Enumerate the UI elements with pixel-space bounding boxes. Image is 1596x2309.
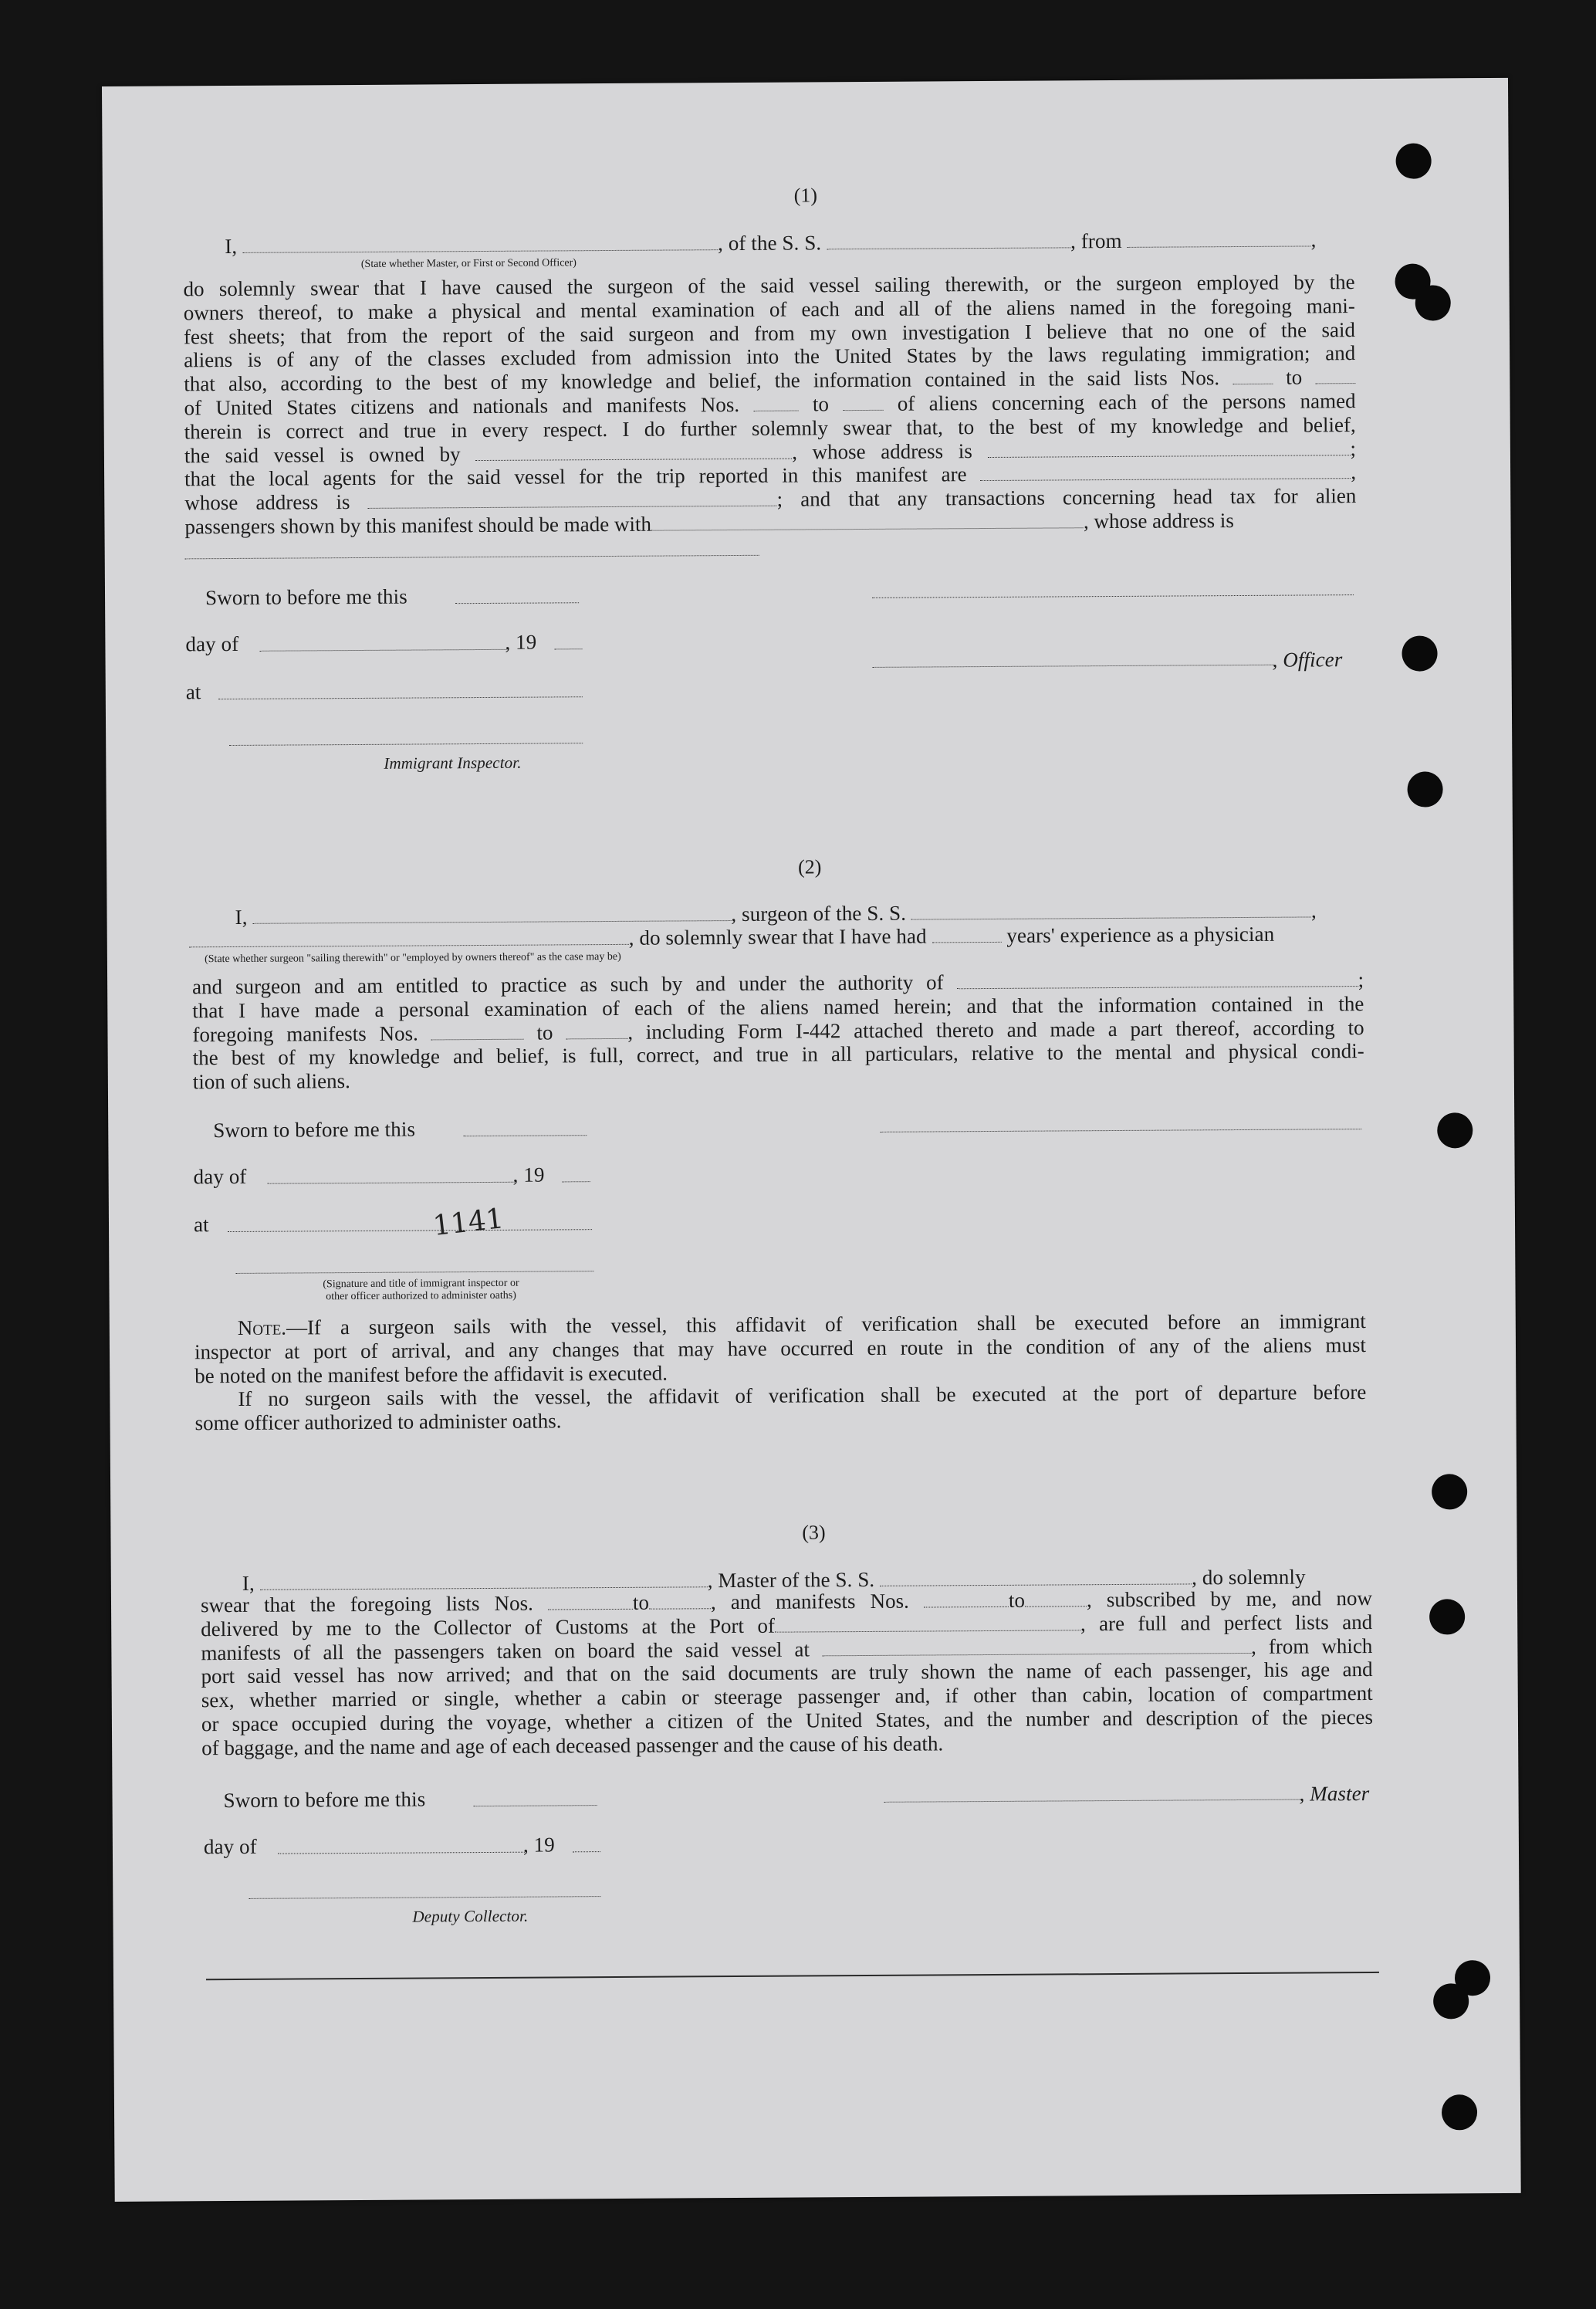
s1-at-label: at xyxy=(185,680,201,704)
s3-solemnly-label: , do solemnly xyxy=(1191,1565,1306,1590)
punch-hole xyxy=(1407,771,1442,807)
s1-comma: , xyxy=(1310,228,1317,252)
s2-surgeon-name-field[interactable] xyxy=(252,905,731,924)
punch-hole xyxy=(1442,2094,1477,2130)
s1-inspector-label: Immigrant Inspector. xyxy=(384,753,522,773)
s1-from-label: , from xyxy=(1070,229,1122,253)
s2-para-line: that I have made a personal examination of each of the aliens named herein; and that the information contained in the xyxy=(192,991,1364,1023)
s3-year-label: , 19 xyxy=(522,1833,555,1857)
s3-manifests-to-field[interactable] xyxy=(1025,1590,1087,1606)
s1-manifests-to-field[interactable] xyxy=(843,394,883,411)
punch-hole xyxy=(1415,285,1451,320)
s3-para-line: or space occupied during the voyage, whether a citizen of the United States, and the number and description of the pieces xyxy=(201,1705,1374,1736)
punch-hole xyxy=(1429,1599,1465,1634)
s3-to-label: to xyxy=(632,1590,650,1614)
s3-port-label: delivered by me to the Collector of Customs at the Port of xyxy=(201,1613,776,1641)
s3-subscribed-text: , subscribed by me, and now xyxy=(1086,1586,1373,1612)
s3-i-label: I, xyxy=(242,1571,255,1595)
s1-at-field[interactable] xyxy=(218,696,583,699)
section-1-number: (1) xyxy=(793,184,818,207)
s3-taken-label: manifests of all the passengers taken on board the said vessel at xyxy=(201,1637,810,1664)
s1-day-of-label: day of xyxy=(185,631,239,656)
s3-paragraph xyxy=(201,1586,1373,1760)
s1-officer-signature-field[interactable] xyxy=(872,594,1354,598)
s1-para-line: owners thereof, to make a physical and mental examination of each and all of the aliens named in the foregoing mani- xyxy=(183,293,1355,325)
punch-hole xyxy=(1402,635,1437,671)
s3-para-line: sex, whether married or single, whether a cabin or steerage passenger and, if other than cabin, location of compartment xyxy=(201,1681,1373,1712)
s2-para-line: the best of my knowledge and belief, is full, correct, and true in all particulars, relative to the mental and physical condi- xyxy=(192,1039,1364,1070)
section-3-number: (3) xyxy=(802,1521,826,1544)
s1-agents-field[interactable] xyxy=(980,462,1351,481)
s2-signature-note-2: other officer authorized to administer oaths) xyxy=(326,1289,516,1303)
s3-para-line: of baggage, and the name and age of each deceased passenger and the cause of his death. xyxy=(201,1732,944,1760)
s1-comma: , xyxy=(1351,460,1357,484)
s1-l6-text: of United States citizens and nationals and manifests Nos. xyxy=(184,392,740,420)
s3-master-label: , Master xyxy=(1299,1782,1370,1806)
s3-sworn-label: Sworn to before me this xyxy=(223,1787,426,1813)
s3-lists-to-field[interactable] xyxy=(649,1593,711,1609)
s2-note-line: be noted on the manifest before the affidavit is executed. xyxy=(194,1361,668,1387)
s1-owner-address-label: , whose address is xyxy=(792,438,972,464)
s2-semicolon: ; xyxy=(1358,968,1364,992)
s1-lists-to-field[interactable] xyxy=(1315,367,1355,384)
s3-manifests-label: , and manifests Nos. xyxy=(710,1589,909,1614)
s1-paragraph xyxy=(184,270,1357,539)
s2-to-label: to xyxy=(536,1021,553,1044)
s1-owner-field[interactable] xyxy=(475,442,792,461)
s2-note-block xyxy=(194,1309,1367,1435)
handwritten-mark: 1141 xyxy=(431,1203,506,1243)
s3-lists-text: , are full and perfect lists and xyxy=(1080,1610,1373,1636)
s2-note-label: Note. xyxy=(237,1315,287,1339)
s2-years-field[interactable] xyxy=(932,926,1001,943)
form-sheet xyxy=(102,78,1521,2202)
s1-inspector-signature-field[interactable] xyxy=(229,743,583,746)
s3-port-field[interactable] xyxy=(775,1614,1080,1632)
s2-surgeon-of-label: , surgeon of the S. S. xyxy=(731,901,907,926)
s2-note-line: inspector at port of arrival, and any changes that may have occurred en route in the condition of any of the aliens must xyxy=(194,1332,1367,1364)
s2-sworn-date-field[interactable] xyxy=(463,1135,587,1136)
s2-status-field[interactable] xyxy=(189,929,629,947)
s1-officer-field[interactable] xyxy=(242,234,718,253)
s2-form-text: , including Form I-442 attached thereto and made a part thereof, according to xyxy=(627,1015,1364,1044)
s1-agent-address-field[interactable] xyxy=(368,490,777,509)
s1-vessel-field[interactable] xyxy=(827,232,1070,249)
s1-l6-tail: of aliens concerning each of the persons named xyxy=(897,389,1356,415)
s1-agents-label: that the local agents for the said vessel for the trip reported in this manifest are xyxy=(184,462,967,491)
s2-authority-label: and surgeon and am entitled to practice as such by and under the authority of xyxy=(192,970,944,999)
s1-year-label: , 19 xyxy=(505,630,537,654)
s1-agent-address-label: whose address is xyxy=(184,490,350,515)
s3-sworn-date-field[interactable] xyxy=(474,1805,597,1806)
s1-para-line: aliens is of any of the classes excluded from admission into the United States by the laws regulating immigration; and xyxy=(184,341,1356,372)
s2-year-label: , 19 xyxy=(512,1163,545,1187)
s1-manifests-from-field[interactable] xyxy=(753,394,798,411)
s1-owner-address-field[interactable] xyxy=(987,439,1350,458)
bottom-rule xyxy=(206,1972,1379,1980)
s2-status-note: (State whether surgeon "sailing therewith" or "employed by owners thereof" as the case may be) xyxy=(205,950,621,966)
s2-note-line: some officer authorized to administer oaths. xyxy=(194,1409,562,1435)
s2-signature-note-1: (Signature and title of immigrant inspector or xyxy=(323,1277,519,1291)
s3-from-which-label: , from which xyxy=(1250,1634,1373,1658)
s1-from-field[interactable] xyxy=(1127,230,1310,247)
s2-note-text: —If a surgeon sails with the vessel, this affidavit of verification shall be executed before an immigrant xyxy=(286,1309,1366,1339)
s2-sworn-label: Sworn to before me this xyxy=(213,1117,416,1143)
s3-lists-label: swear that the foregoing lists Nos. xyxy=(200,1591,533,1617)
s2-year-field[interactable] xyxy=(563,1181,590,1182)
s1-officer-title-field[interactable] xyxy=(873,665,1274,668)
s3-to-label-2: to xyxy=(1008,1588,1026,1612)
s1-headtax-text: ; and that any transactions concerning head tax for alien xyxy=(776,484,1357,511)
s3-year-field[interactable] xyxy=(573,1851,600,1852)
s3-day-field[interactable] xyxy=(278,1852,525,1854)
s1-headtax-address-label: , whose address is xyxy=(1083,509,1234,533)
punch-hole xyxy=(1433,1983,1469,2019)
s2-manifests-label: foregoing manifests Nos. xyxy=(192,1021,418,1046)
s3-manifests-from-field[interactable] xyxy=(924,1591,1009,1608)
s1-sworn-date-field[interactable] xyxy=(455,602,579,604)
s1-para-line: therein is correct and true in every respect. I do further solemnly swear that, to the best of my knowledge and belief, xyxy=(184,412,1356,444)
s1-para-line: fest sheets; that from the report of the said surgeon and from my own investigation I believe that no one of the said xyxy=(183,317,1356,348)
s2-comma: , xyxy=(1310,899,1317,923)
s2-day-field[interactable] xyxy=(268,1182,515,1184)
s1-year-field[interactable] xyxy=(554,648,582,649)
punch-hole xyxy=(1395,143,1431,178)
s1-para-line: do solemnly swear that I have caused the surgeon of the said vessel sailing therewith, or the surgeon employed by the xyxy=(183,270,1355,301)
s1-l5-to: to xyxy=(1286,365,1303,389)
s3-master-of-label: , Master of the S. S. xyxy=(707,1567,875,1593)
s1-sworn-label: Sworn to before me this xyxy=(205,584,407,610)
s2-paragraph xyxy=(192,968,1364,1094)
s1-l5-text: that also, according to the best of my knowledge and belief, the information contained in the said lists Nos. xyxy=(184,366,1220,396)
s2-note-line: If no surgeon sails with the vessel, the affidavit of verification shall be executed at the port of departure before xyxy=(238,1380,1367,1411)
punch-hole xyxy=(1432,1474,1467,1509)
s3-deputy-label: Deputy Collector. xyxy=(412,1906,529,1926)
s3-taken-at-field[interactable] xyxy=(822,1637,1251,1656)
punch-hole xyxy=(1437,1112,1473,1148)
s1-i-label: I, xyxy=(225,234,238,259)
s1-line1 xyxy=(225,228,1316,258)
s1-officer-label: , Officer xyxy=(1272,648,1343,672)
s3-day-of-label: day of xyxy=(203,1834,257,1859)
s3-deputy-signature-field[interactable] xyxy=(249,1896,600,1899)
s1-owned-label: the said vessel is owned by xyxy=(184,442,461,467)
section-2-number: (2) xyxy=(797,855,822,879)
s3-lists-from-field[interactable] xyxy=(548,1593,633,1610)
s2-officer-signature-field[interactable] xyxy=(235,1271,593,1274)
s2-at-label: at xyxy=(193,1213,209,1237)
s2-surgeon-signature-field[interactable] xyxy=(880,1129,1361,1132)
s2-para-line: tion of such aliens. xyxy=(192,1069,350,1094)
s2-manifests-to-field[interactable] xyxy=(566,1022,627,1038)
s1-l6-to: to xyxy=(812,392,830,416)
s2-swear-label: , do solemnly swear that I have had xyxy=(628,924,927,950)
s1-headtax-address-field[interactable] xyxy=(185,555,759,560)
s3-vessel-field[interactable] xyxy=(880,1568,1192,1586)
s2-vessel-field[interactable] xyxy=(911,901,1311,919)
s1-headtax-field[interactable] xyxy=(651,512,1084,530)
s3-para-line: port said vessel has now arrived; and that on the said documents are truly shown the name of each passenger, his age and xyxy=(201,1657,1373,1688)
s2-day-of-label: day of xyxy=(193,1164,247,1189)
s1-headtax-label: passengers shown by this manifest should be made with xyxy=(184,512,651,539)
s1-officer-note: (State whether Master, or First or Second Officer) xyxy=(360,257,577,270)
s2-at-field[interactable] xyxy=(228,1229,592,1232)
s1-day-field[interactable] xyxy=(259,649,506,652)
s1-vessel-label: , of the S. S. xyxy=(717,231,822,256)
s2-i-label: I, xyxy=(235,905,248,929)
s1-lists-from-field[interactable] xyxy=(1233,368,1273,384)
s1-semicolon: ; xyxy=(1350,436,1357,460)
s2-years-label: years' experience as a physician xyxy=(1006,922,1275,947)
s2-manifests-from-field[interactable] xyxy=(431,1023,524,1040)
s3-master-name-field[interactable] xyxy=(260,1571,708,1590)
s2-authority-field[interactable] xyxy=(957,970,1358,989)
s3-master-signature-field[interactable] xyxy=(884,1799,1301,1803)
